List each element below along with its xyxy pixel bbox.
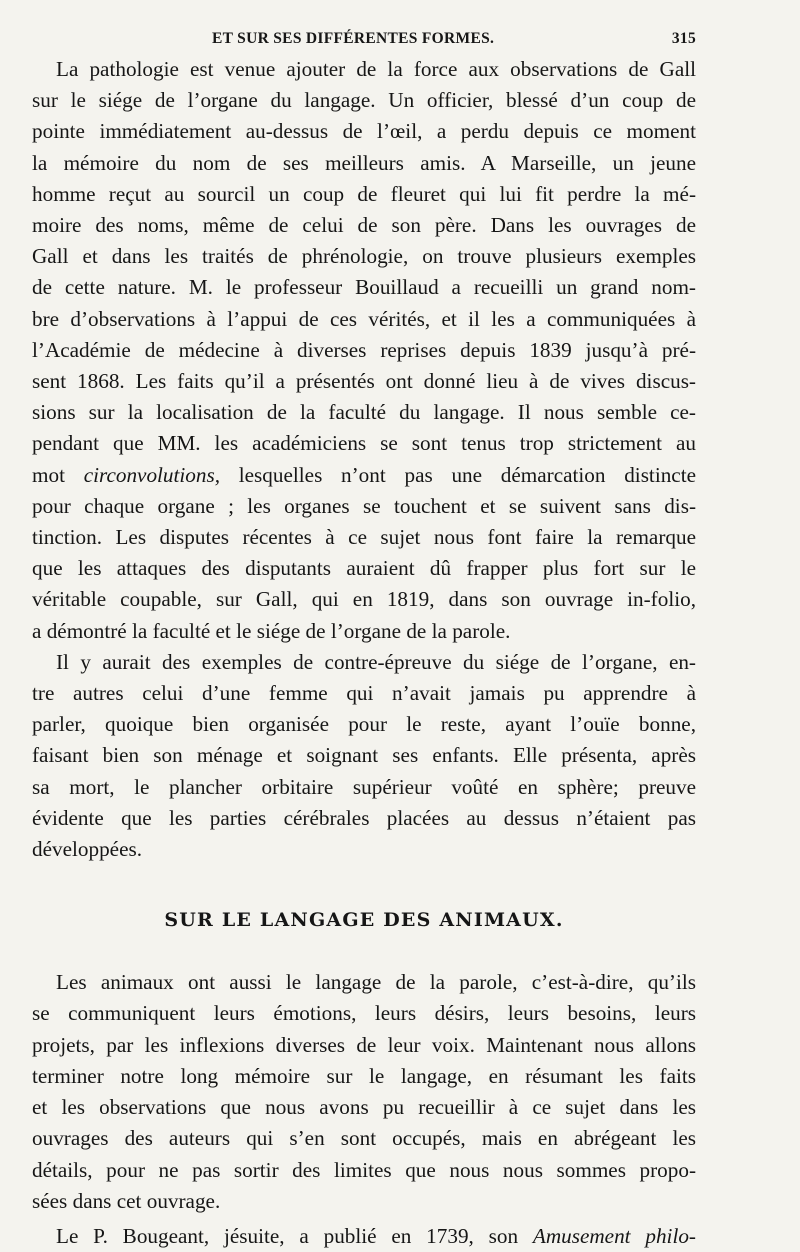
text-line: pointe immédiatement au-dessus de l’œil, a perdu depuis ce moment xyxy=(32,119,696,144)
section-title: SUR LE LANGAGE DES ANIMAUX. xyxy=(164,909,564,932)
text-line: La pathologie est venue ajouter de la force aux observations de Gall xyxy=(56,57,696,81)
text-line: sions sur la localisation de la faculté du langage. Il nous semble ce- xyxy=(32,400,696,425)
text-line: Il y aurait des exemples de contre-épreuve du siége de l’organe, en- xyxy=(56,649,696,674)
italic-title: Amusement philo- xyxy=(532,1223,696,1248)
text-line xyxy=(32,1221,696,1252)
text-line: véritable coupable, sur Gall, qui en 1819, dans son ouvrage in-folio, xyxy=(32,587,696,612)
text-line: de cette nature. M. le professeur Bouillaud a recueilli un grand nom- xyxy=(32,275,696,300)
text-line: développées. xyxy=(32,837,143,862)
text-line: évidente que les parties cérébrales placées au dessus n’étaient pas xyxy=(32,805,696,830)
text-line: Gall et dans les traités de phrénologie, on trouve plusieurs exemples xyxy=(32,244,696,269)
text-line: sées dans cet ouvrage. xyxy=(32,1188,221,1213)
italic-term: circonvolutions, xyxy=(83,462,221,487)
text-line: moire des noms, même de celui de son père. Dans les ouvrages de xyxy=(32,213,696,238)
text-line: et les observations que nous avons pu recueillir à ce sujet dans les xyxy=(32,1095,696,1120)
text-line: la mémoire du nom de ses meilleurs amis. A Marseille, un jeune xyxy=(32,150,696,175)
book-page xyxy=(32,28,696,1252)
text-line: bre d’observations à l’appui de ces vérités, et il les a communiquées à xyxy=(32,306,696,331)
text-segment: mot xyxy=(32,462,84,487)
text-line: a démontré la faculté et le siége de l’organe de la parole. xyxy=(32,618,511,643)
text-line: que les attaques des disputants auraient dû frapper plus fort sur le xyxy=(32,556,696,581)
text-line xyxy=(32,460,696,491)
text-line: Les animaux ont aussi le langage de la parole, c’est-à-dire, qu’ils xyxy=(56,970,696,995)
text-line: faisant bien son ménage et soignant ses enfants. Elle présenta, après xyxy=(32,743,696,768)
text-line: se communiquent leurs émotions, leurs désirs, leurs besoins, leurs xyxy=(32,1001,696,1026)
text-line: pendant que MM. les académiciens se sont tenus trop strictement au xyxy=(32,431,696,456)
text-segment: lesquelles n’ont pas une démarcation distincte xyxy=(220,462,696,487)
text-line: terminer notre long mémoire sur le langage, en résumant les faits xyxy=(32,1063,696,1088)
text-line: sur le siége de l’organe du langage. Un officier, blessé d’un coup de xyxy=(32,88,696,113)
text-line: tre autres celui d’une femme qui n’avait jamais pu apprendre à xyxy=(32,681,696,706)
text-line: pour chaque organe ; les organes se touchent et se suivent sans dis- xyxy=(32,493,696,518)
text-line: sa mort, le plancher orbitaire supérieur voûté en sphère; preuve xyxy=(32,774,696,799)
text-line: sent 1868. Les faits qu’il a présentés ont donné lieu à de vives discus- xyxy=(32,369,696,394)
text-line: l’Académie de médecine à diverses reprises depuis 1839 jusqu’à pré- xyxy=(32,337,696,362)
text-line: détails, pour ne pas sortir des limites que nous nous sommes propo- xyxy=(32,1157,696,1182)
page-header xyxy=(32,28,696,54)
text-line: parler, quoique bien organisée pour le reste, ayant l’ouïe bonne, xyxy=(32,712,696,737)
text-line: ouvrages des auteurs qui s’en sont occupés, mais en abrégeant les xyxy=(32,1126,696,1151)
text-line: tinction. Les disputes récentes à ce sujet nous font faire la remarque xyxy=(32,525,696,550)
body-text xyxy=(32,54,696,1252)
running-title: ET SUR SES DIFFÉRENTES FORMES. xyxy=(212,30,495,47)
text-line: homme reçut au sourcil un coup de fleuret qui lui fit perdre la mé- xyxy=(32,181,696,206)
text-segment: Le P. Bougeant, jésuite, a publié en 1739, son xyxy=(56,1223,533,1248)
text-line: projets, par les inflexions diverses de leur voix. Maintenant nous allons xyxy=(32,1032,696,1057)
page-number: 315 xyxy=(671,30,696,47)
